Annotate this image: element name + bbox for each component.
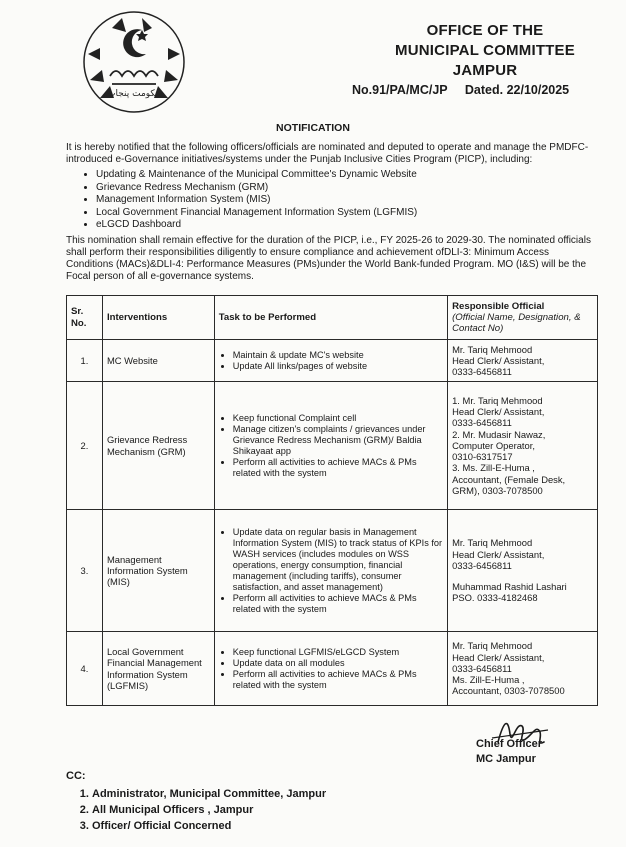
cc-list [74,786,326,834]
header-sr: Sr. No. [67,296,103,340]
table-row [67,510,598,632]
task-item: • Update All links/pages of website [233,361,443,372]
row-tasks [214,382,447,510]
cc-label: CC: [66,770,86,782]
official-line: 0333-6456811 [452,366,512,378]
task-item: • Update data on all modules [233,658,443,669]
official-line: Head Clerk/ Assistant, [452,651,545,663]
reference-number: No.91/PA/MC/JP [352,83,448,97]
task-item: • Update data on regular basis in Management Information System (MIS) to track status of KPIs for WASH services (includes modules on WSS operations, energy consumption, financial management (including tariffs), consumer satisfaction, and asset management) [233,527,443,593]
row-officials [448,632,598,706]
official-line: Mr. Tariq Mehmood [452,343,533,355]
task-item: • Manage citizen's complaints / grievances under Grievance Redress Mechanism (GRM)/ Baldia Shikayaat app [233,424,443,457]
official-line: Mr. Tariq Mehmood [452,640,533,652]
office-line-1: OFFICE OF THE [426,22,544,39]
logo-text: حکومت پنجاب [107,89,161,99]
office-line-2: MUNICIPAL COMMITTEE [395,42,575,59]
assignment-table [66,295,598,706]
intro-paragraph: It is hereby notified that the following officers/officials are nominated and deputed to operate and manage the PMDFC-introduced e-Governance initiatives/systems under the Punjab Inclusive Cities Program (PICP), including: [66,142,589,165]
row-sr: 2. [67,382,103,510]
header-official-sub: (Official Name, Designation, & Contact No) [452,311,581,335]
systems-list [84,169,596,232]
official-line: 0310-6317517 [452,451,513,463]
office-line-3: JAMPUR [452,62,518,79]
reference-line [352,83,569,97]
official-line: Head Clerk/ Assistant, [452,405,545,417]
notification-title: NOTIFICATION [276,122,350,134]
list-item: 1. Administrator, Municipal Committee, Jampur [92,786,326,802]
validity-paragraph: This nomination shall remain effective for the duration of the PICP, i.e., FY 2025-26 to 2029-30. The nominated officials shall perform their responsibilities diligently to ensure compliance and achievement ofDLI-3: Minimum Access Conditions (MACs)&DLI-4: Performance Measures (PMs)under the World Bank-funded Program. MO (I&S) will be the Focal person of all e-governance systems. [66,235,591,282]
list-item: 3. Officer/ Official Concerned [92,818,326,834]
official-line: PSO. 0333-4182468 [452,592,538,604]
official-line: Accountant, (Female Desk, [452,473,566,485]
row-intervention: Grievance Redress Mechanism (GRM) [102,382,214,510]
row-tasks [214,340,447,382]
header-task: Task to be Performed [214,296,447,340]
official-line: Computer Operator, [452,439,535,451]
official-line: 0333-6456811 [452,662,512,674]
list-item: • Grievance Redress Mechanism (GRM) [96,182,596,195]
row-officials [448,382,598,510]
official-line: 2. Mr. Mudasir Nawaz, [452,428,546,440]
row-officials [448,510,598,632]
list-item: • Updating & Maintenance of the Municipal Committee's Dynamic Website [96,169,596,182]
header-interventions: Interventions [102,296,214,340]
task-item: • Keep functional Complaint cell [233,413,443,424]
row-tasks [214,510,447,632]
task-item: • Perform all activities to achieve MACs & PMs related with the system [233,457,443,479]
official-line: Head Clerk/ Assistant, [452,354,545,366]
table-row [67,632,598,706]
task-item: • Perform all activities to achieve MACs & PMs related with the system [233,593,443,615]
task-item: • Perform all activities to achieve MACs & PMs related with the system [233,669,443,691]
official-line: Mr. Tariq Mehmood [452,537,533,549]
signature-block [476,737,542,767]
list-item: 2. All Municipal Officers , Jampur [92,802,326,818]
row-officials [448,340,598,382]
row-sr: 4. [67,632,103,706]
official-line: Accountant, 0303-7078500 [452,685,565,697]
signatory-office: MC Jampur [476,753,536,765]
official-line: 3. Ms. Zill-E-Huma , [452,462,535,474]
row-sr: 3. [67,510,103,632]
row-tasks [214,632,447,706]
row-intervention: MC Website [102,340,214,382]
official-line: 0333-6456811 [452,417,512,429]
notification-date: Dated. 22/10/2025 [464,83,570,97]
list-item: • eLGCD Dashboard [96,219,596,232]
task-item: • Maintain & update MC's website [233,350,443,361]
signatory-title: Chief Officer [476,738,543,750]
official-line: Muhammad Rashid Lashari [452,581,567,593]
list-item: • Management Information System (MIS) [96,194,596,207]
government-of-punjab-seal-icon [82,10,186,114]
list-item: • Local Government Financial Management Information System (LGFMIS) [96,207,596,220]
table-header-row [67,296,598,340]
table-row [67,340,598,382]
row-sr: 1. [67,340,103,382]
official-line: 0333-6456811 [452,559,512,571]
header-official [448,296,598,340]
row-intervention: Local Government Financial Management Information System (LGFMIS) [102,632,214,706]
official-line: 1. Mr. Tariq Mehmood [452,394,543,406]
header-official-label: Responsible Official [452,300,545,312]
task-item: • Keep functional LGFMIS/eLGCD System [233,647,443,658]
office-heading [360,21,610,81]
official-line: Ms. Zill-E-Huma , [452,674,525,686]
row-intervention: Management Information System (MIS) [102,510,214,632]
official-line: GRM), 0303-7078500 [452,485,543,497]
table-row [67,382,598,510]
official-line: Head Clerk/ Assistant, [452,548,545,560]
